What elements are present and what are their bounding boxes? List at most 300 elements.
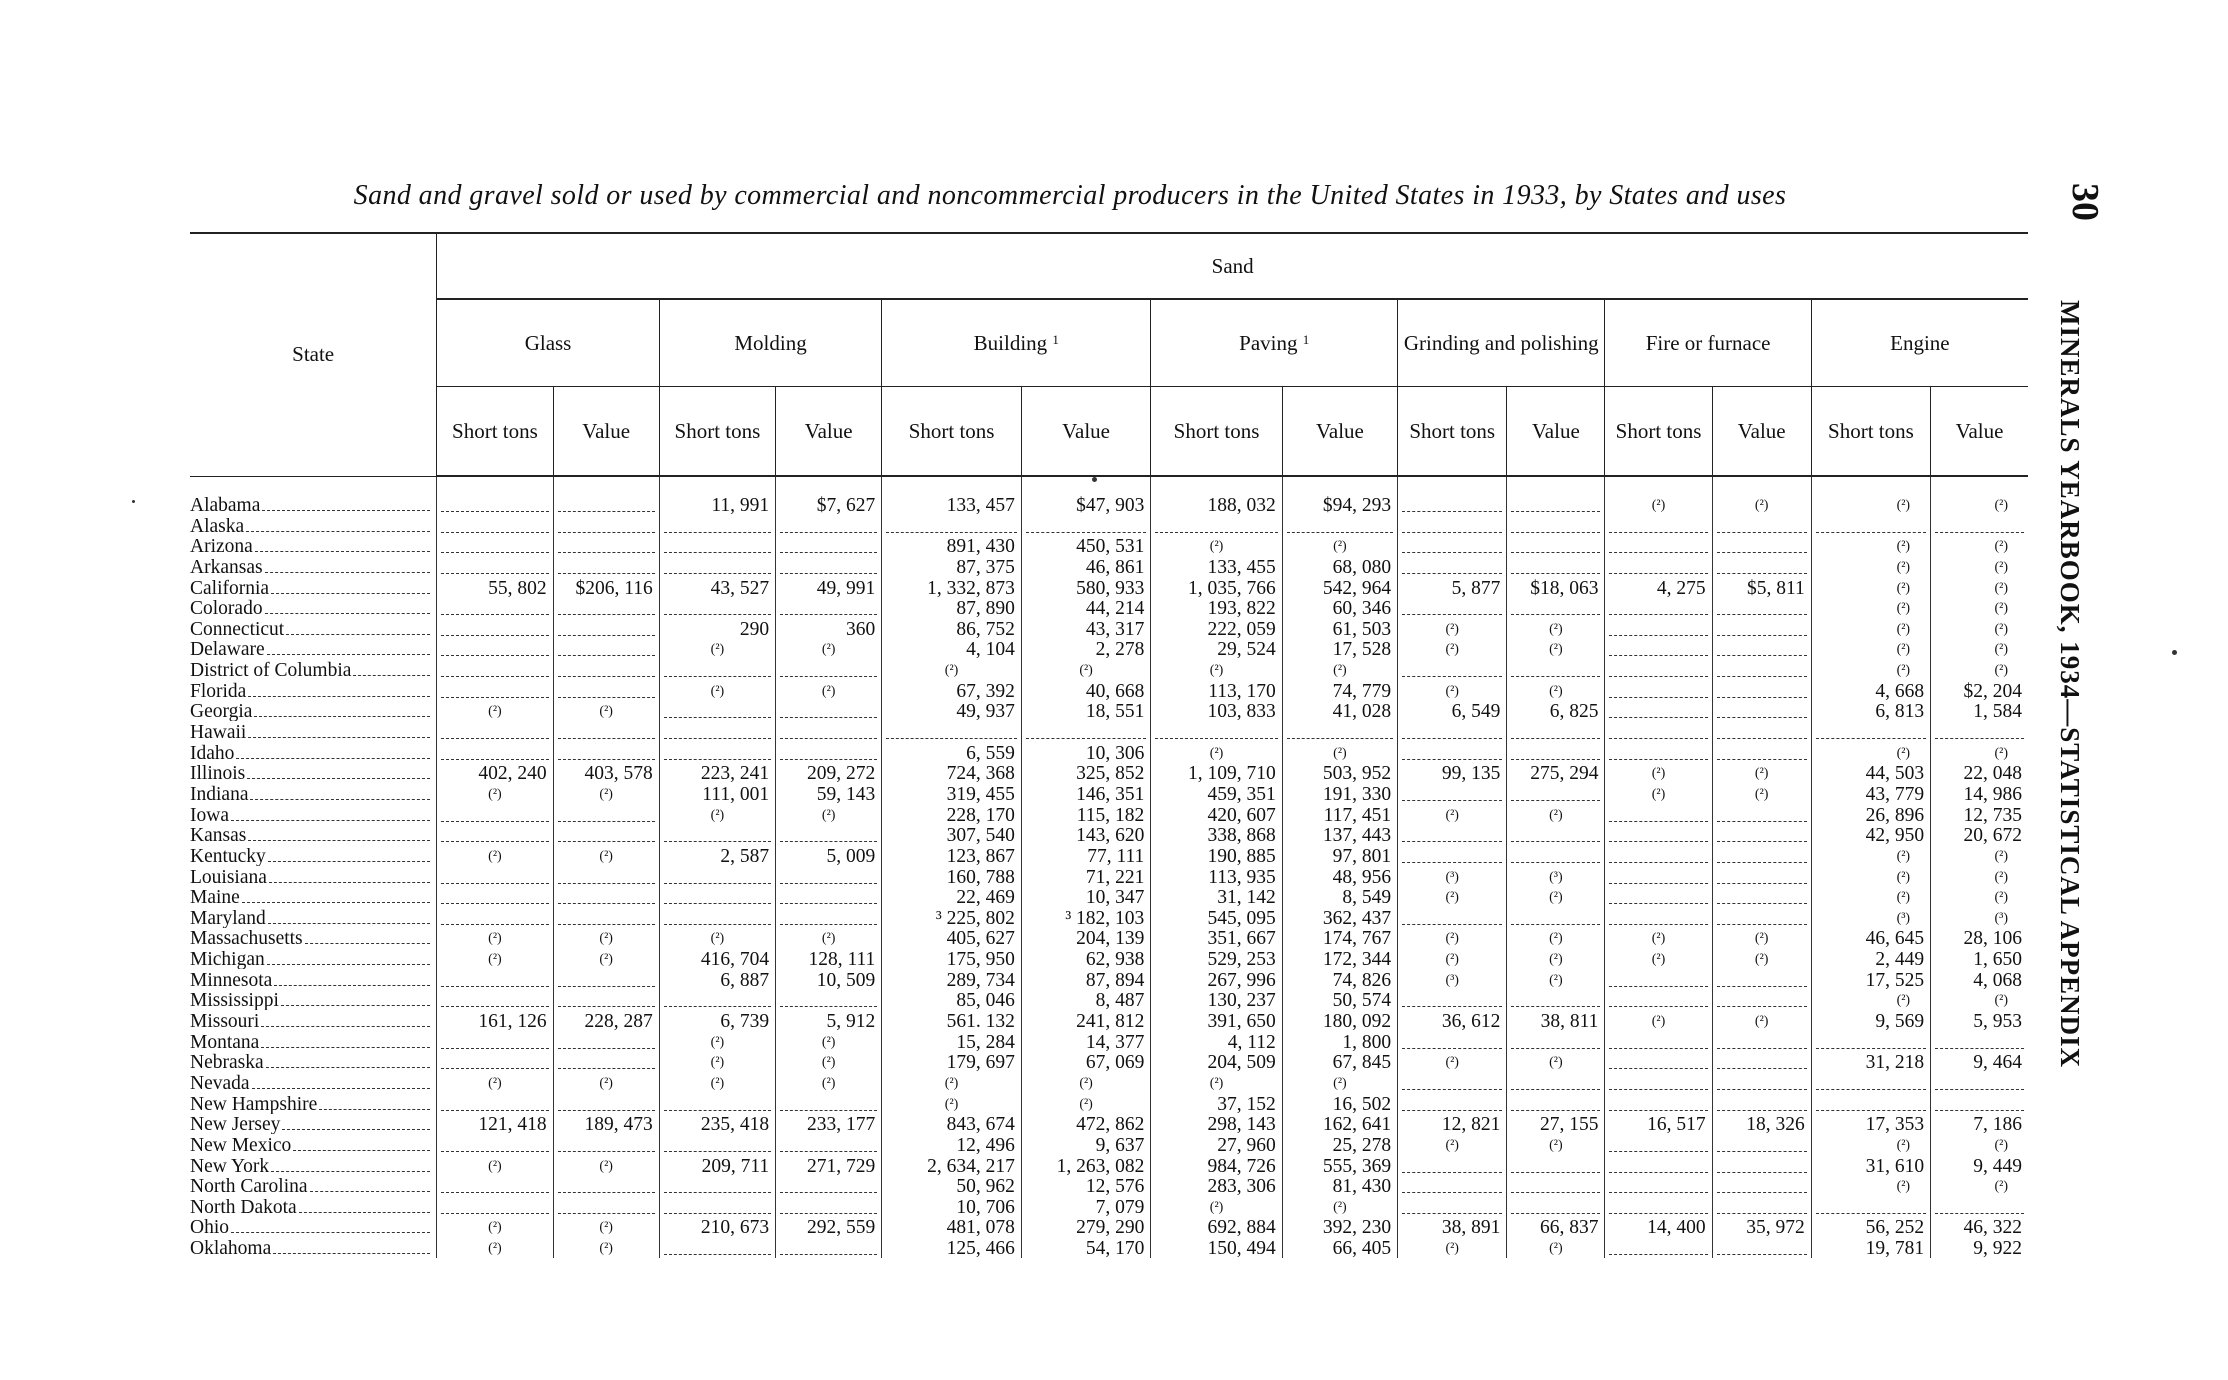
data-cell: (²) (1811, 845, 1930, 866)
data-cell: 31, 218 (1811, 1052, 1930, 1073)
data-cell (553, 866, 659, 887)
data-cell (659, 1196, 775, 1217)
data-cell: 1, 263, 082 (1021, 1155, 1150, 1176)
data-cell: 191, 330 (1282, 783, 1397, 804)
data-cell (1712, 1134, 1811, 1155)
data-cell: (²) (1931, 556, 2028, 577)
data-cell: 204, 139 (1021, 928, 1150, 949)
unit-header-row (190, 387, 2028, 477)
data-cell: 724, 368 (882, 763, 1022, 784)
page-number: 30 (2064, 183, 2106, 221)
data-cell (437, 536, 553, 557)
state-name: New Hampshire (190, 1093, 318, 1114)
data-cell (1605, 1155, 1712, 1176)
data-cell: 12, 821 (1398, 1114, 1507, 1135)
data-cell: 14, 400 (1605, 1217, 1712, 1238)
state-name: Hawaii (190, 722, 247, 743)
data-cell (1712, 1052, 1811, 1073)
data-cell (1398, 845, 1507, 866)
data-cell (659, 701, 775, 722)
data-cell: 10, 347 (1021, 887, 1150, 908)
data-cell: (²) (659, 680, 775, 701)
data-cell: 137, 443 (1282, 825, 1397, 846)
running-head: MINERALS YEARBOOK, 1934—STATISTICAL APPENDIX (2055, 300, 2085, 1069)
footnote-marker: 1 (1302, 331, 1310, 347)
data-cell: (²) (1931, 866, 2028, 887)
data-cell: 459, 351 (1151, 783, 1282, 804)
data-cell (1398, 721, 1507, 742)
state-name: Massachusetts (190, 928, 303, 949)
data-cell (659, 866, 775, 887)
data-cell: (²) (437, 701, 553, 722)
data-cell (659, 515, 775, 536)
data-cell (1605, 907, 1712, 928)
data-cell (1507, 598, 1605, 619)
data-cell: (²) (1507, 618, 1605, 639)
data-cell: 67, 069 (1021, 1052, 1150, 1073)
data-cell: 49, 991 (776, 577, 882, 598)
data-cell: 117, 451 (1282, 804, 1397, 825)
data-cell: 6, 739 (659, 1010, 775, 1031)
data-cell: 44, 503 (1811, 763, 1930, 784)
data-cell (437, 804, 553, 825)
data-cell (1507, 476, 1605, 515)
data-cell (553, 907, 659, 928)
data-cell: (²) (437, 783, 553, 804)
data-cell: (²) (1151, 1196, 1282, 1217)
state-name: Delaware (190, 639, 265, 660)
short-tons-header: Short tons (1151, 387, 1282, 477)
data-cell: 180, 092 (1282, 1010, 1397, 1031)
value-header: Value (776, 387, 882, 477)
data-cell: (²) (1398, 887, 1507, 908)
state-cell (190, 536, 437, 557)
data-cell: (²) (1398, 948, 1507, 969)
data-cell: 38, 811 (1507, 1010, 1605, 1031)
data-cell: (²) (659, 1072, 775, 1093)
data-cell: 450, 531 (1021, 536, 1150, 557)
data-cell: (²) (1931, 618, 2028, 639)
data-cell: (²) (553, 948, 659, 969)
group-header-paving (1151, 299, 1398, 387)
data-cell (1712, 845, 1811, 866)
data-cell: 87, 894 (1021, 969, 1150, 990)
data-cell (553, 598, 659, 619)
data-cell: (³) (1398, 969, 1507, 990)
data-cell (1712, 990, 1811, 1011)
data-cell: 48, 956 (1282, 866, 1397, 887)
data-cell (659, 990, 775, 1011)
data-cell (553, 804, 659, 825)
data-cell (659, 887, 775, 908)
data-cell: 133, 455 (1151, 556, 1282, 577)
data-cell: 81, 430 (1282, 1176, 1397, 1197)
data-cell: 12, 496 (882, 1134, 1022, 1155)
data-cell (1021, 515, 1150, 536)
data-cell (1712, 825, 1811, 846)
data-cell (882, 721, 1022, 742)
data-cell: (²) (1398, 1134, 1507, 1155)
data-cell: (²) (1811, 659, 1930, 680)
state-name: Connecticut (190, 618, 285, 639)
data-cell: (²) (553, 1237, 659, 1258)
data-cell: 123, 867 (882, 845, 1022, 866)
data-cell: 8, 549 (1282, 887, 1397, 908)
state-cell (190, 1176, 437, 1197)
data-cell: (²) (1811, 990, 1930, 1011)
state-cell (190, 928, 437, 949)
data-cell: (²) (553, 1072, 659, 1093)
state-cell (190, 556, 437, 577)
table-row (190, 825, 2028, 846)
data-cell (553, 515, 659, 536)
data-cell (1398, 907, 1507, 928)
data-cell: 56, 252 (1811, 1217, 1930, 1238)
table-row (190, 845, 2028, 866)
data-cell: 125, 466 (882, 1237, 1022, 1258)
data-cell (1605, 1196, 1712, 1217)
data-cell: 193, 822 (1151, 598, 1282, 619)
state-cell (190, 845, 437, 866)
data-cell: 27, 960 (1151, 1134, 1282, 1155)
state-cell (190, 990, 437, 1011)
data-cell: 15, 284 (882, 1031, 1022, 1052)
state-name: Illinois (190, 763, 246, 784)
data-cell (1282, 721, 1397, 742)
data-cell (1605, 701, 1712, 722)
data-cell: 204, 509 (1151, 1052, 1282, 1073)
data-cell: 113, 170 (1151, 680, 1282, 701)
table-row (190, 887, 2028, 908)
table-row (190, 907, 2028, 928)
table-row (190, 1114, 2028, 1135)
data-cell: 210, 673 (659, 1217, 775, 1238)
data-cell: 54, 170 (1021, 1237, 1150, 1258)
data-cell: (²) (1712, 783, 1811, 804)
group-header-molding (659, 299, 882, 387)
data-cell: (²) (437, 948, 553, 969)
data-cell: 60, 346 (1282, 598, 1397, 619)
data-cell: (²) (1712, 948, 1811, 969)
data-cell: (²) (1811, 618, 1930, 639)
data-cell (1605, 1237, 1712, 1258)
data-cell (1282, 515, 1397, 536)
state-name: North Dakota (190, 1196, 297, 1217)
data-cell: 16, 517 (1605, 1114, 1712, 1135)
data-cell (1021, 721, 1150, 742)
data-cell: 130, 237 (1151, 990, 1282, 1011)
data-cell: (²) (437, 1155, 553, 1176)
state-name: Montana (190, 1031, 260, 1052)
data-cell (776, 721, 882, 742)
state-cell (190, 1072, 437, 1093)
data-cell: 1, 332, 873 (882, 577, 1022, 598)
state-name: Florida (190, 680, 247, 701)
data-cell: 416, 704 (659, 948, 775, 969)
data-cell: 37, 152 (1151, 1093, 1282, 1114)
data-cell: 545, 095 (1151, 907, 1282, 928)
data-cell: (²) (1811, 476, 1930, 515)
data-cell (1605, 556, 1712, 577)
data-cell: (²) (1605, 476, 1712, 515)
data-cell (1507, 659, 1605, 680)
data-cell (553, 476, 659, 515)
state-name: Michigan (190, 949, 265, 970)
data-cell: (²) (1507, 928, 1605, 949)
data-cell (1507, 783, 1605, 804)
data-cell (437, 887, 553, 908)
data-cell: 22, 048 (1931, 763, 2028, 784)
state-cell (190, 639, 437, 660)
data-cell (1507, 845, 1605, 866)
state-cell (190, 598, 437, 619)
data-cell: 66, 837 (1507, 1217, 1605, 1238)
data-cell: 9, 922 (1931, 1237, 2028, 1258)
data-cell: 1, 800 (1282, 1031, 1397, 1052)
data-cell (882, 515, 1022, 536)
data-cell: 472, 862 (1021, 1114, 1150, 1135)
state-name: Idaho (190, 742, 235, 763)
data-cell (776, 536, 882, 557)
state-cell (190, 783, 437, 804)
state-name: Iowa (190, 804, 229, 825)
state-name: Kentucky (190, 845, 266, 866)
data-cell: 103, 833 (1151, 701, 1282, 722)
data-cell: 36, 612 (1398, 1010, 1507, 1031)
data-cell: 275, 294 (1507, 763, 1605, 784)
data-cell: (²) (1712, 928, 1811, 949)
data-cell: (²) (1398, 1237, 1507, 1258)
data-cell: (²) (1811, 536, 1930, 557)
data-cell (1931, 1031, 2028, 1052)
data-cell: 325, 852 (1021, 763, 1150, 784)
data-cell: 175, 950 (882, 948, 1022, 969)
table-header (190, 233, 2028, 476)
data-cell (437, 721, 553, 742)
data-cell: (²) (1605, 763, 1712, 784)
data-cell: (²) (437, 1237, 553, 1258)
data-cell (1151, 721, 1282, 742)
data-cell: (²) (1282, 536, 1397, 557)
data-cell (553, 990, 659, 1011)
state-cell (190, 680, 437, 701)
data-cell (1605, 639, 1712, 660)
data-cell: (²) (1507, 1134, 1605, 1155)
state-name: New York (190, 1155, 270, 1176)
data-cell: 67, 845 (1282, 1052, 1397, 1073)
short-tons-header: Short tons (437, 387, 553, 477)
data-cell: (²) (659, 928, 775, 949)
state-name: Arizona (190, 536, 253, 557)
data-cell (776, 598, 882, 619)
data-cell: (²) (1811, 598, 1930, 619)
short-tons-header: Short tons (1398, 387, 1507, 477)
data-cell: 2, 587 (659, 845, 775, 866)
state-cell (190, 1010, 437, 1031)
data-cell: 31, 610 (1811, 1155, 1930, 1176)
data-cell (553, 1031, 659, 1052)
data-cell: 43, 779 (1811, 783, 1930, 804)
data-cell: 4, 112 (1151, 1031, 1282, 1052)
data-cell (659, 721, 775, 742)
data-cell: (²) (1605, 783, 1712, 804)
data-cell (1398, 476, 1507, 515)
data-cell (1712, 1176, 1811, 1197)
table-body (190, 476, 2028, 1258)
data-cell: (²) (1811, 639, 1930, 660)
group-header-engine (1811, 299, 2028, 387)
data-cell (1605, 1093, 1712, 1114)
data-cell: 1, 109, 710 (1151, 763, 1282, 784)
data-cell (776, 659, 882, 680)
data-cell: 1, 650 (1931, 948, 2028, 969)
data-cell: (²) (1931, 659, 2028, 680)
data-cell: 228, 287 (553, 1010, 659, 1031)
data-cell: (²) (1931, 577, 2028, 598)
data-cell (776, 556, 882, 577)
data-cell (1605, 1052, 1712, 1073)
data-cell: (²) (553, 845, 659, 866)
value-header: Value (1021, 387, 1150, 477)
data-cell: (²) (1811, 556, 1930, 577)
state-name: Alaska (190, 515, 245, 536)
data-cell: 18, 551 (1021, 701, 1150, 722)
state-name: Oklahoma (190, 1238, 272, 1259)
data-cell (776, 1093, 882, 1114)
table-row (190, 1093, 2028, 1114)
data-cell: (²) (1605, 1010, 1712, 1031)
data-cell (659, 1134, 775, 1155)
data-cell (1398, 556, 1507, 577)
data-cell: (²) (659, 804, 775, 825)
group-header-label: Engine (1890, 330, 1950, 355)
group-header-grinding-and-polishing (1398, 299, 1605, 387)
data-cell: (²) (776, 680, 882, 701)
data-cell (553, 887, 659, 908)
state-column-header: State (190, 233, 437, 476)
data-cell: (²) (1931, 1176, 2028, 1197)
data-cell: 6, 549 (1398, 701, 1507, 722)
data-cell: (²) (1712, 476, 1811, 515)
table-row (190, 1176, 2028, 1197)
data-cell: 14, 377 (1021, 1031, 1150, 1052)
data-cell: 4, 104 (882, 639, 1022, 660)
data-cell: 4, 068 (1931, 969, 2028, 990)
data-cell (1712, 804, 1811, 825)
data-cell (659, 598, 775, 619)
data-cell: 11, 991 (659, 476, 775, 515)
data-cell: (²) (553, 1217, 659, 1238)
data-cell (1398, 825, 1507, 846)
state-name: New Mexico (190, 1134, 292, 1155)
data-cell: 4, 668 (1811, 680, 1930, 701)
data-cell: 99, 135 (1398, 763, 1507, 784)
state-name: Indiana (190, 783, 249, 804)
data-cell: 5, 953 (1931, 1010, 2028, 1031)
data-cell: (²) (1811, 1176, 1930, 1197)
data-cell: 561. 132 (882, 1010, 1022, 1031)
data-cell: 150, 494 (1151, 1237, 1282, 1258)
data-cell (1605, 680, 1712, 701)
data-cell: (³) (1811, 907, 1930, 928)
table-row (190, 659, 2028, 680)
data-cell: 2, 278 (1021, 639, 1150, 660)
data-cell (776, 1196, 882, 1217)
footnote-marker: 1 (1052, 331, 1059, 347)
value-header: Value (1712, 387, 1811, 477)
data-cell (1398, 783, 1507, 804)
state-cell (190, 763, 437, 784)
data-cell (437, 618, 553, 639)
data-cell: 298, 143 (1151, 1114, 1282, 1135)
state-cell (190, 476, 437, 515)
data-cell (1605, 1031, 1712, 1052)
data-cell: 74, 826 (1282, 969, 1397, 990)
state-name: Maryland (190, 907, 266, 928)
data-cell: 9, 449 (1931, 1155, 2028, 1176)
data-cell (553, 1176, 659, 1197)
data-cell: (²) (1712, 1010, 1811, 1031)
data-cell: (²) (659, 1052, 775, 1073)
state-name: Colorado (190, 598, 263, 619)
table-row (190, 742, 2028, 763)
data-cell: 40, 668 (1021, 680, 1150, 701)
use-group-header-row (190, 299, 2028, 387)
data-cell: (²) (1507, 948, 1605, 969)
table-row (190, 990, 2028, 1011)
data-cell (1712, 1093, 1811, 1114)
data-cell (1931, 1196, 2028, 1217)
short-tons-header: Short tons (882, 387, 1022, 477)
data-cell: 67, 392 (882, 680, 1022, 701)
group-header-label: Paving (1239, 330, 1298, 355)
data-cell (1605, 990, 1712, 1011)
data-cell: (²) (1931, 887, 2028, 908)
data-cell: 2, 449 (1811, 948, 1930, 969)
data-cell: (²) (776, 1072, 882, 1093)
data-cell: 241, 812 (1021, 1010, 1150, 1031)
data-cell: (²) (1931, 598, 2028, 619)
data-cell: 28, 106 (1931, 928, 2028, 949)
data-cell: 43, 527 (659, 577, 775, 598)
data-cell: 9, 637 (1021, 1134, 1150, 1155)
data-cell (1605, 1134, 1712, 1155)
data-cell: 162, 641 (1282, 1114, 1397, 1135)
data-cell: (²) (437, 845, 553, 866)
state-cell (190, 1114, 437, 1135)
state-name: Mississippi (190, 990, 279, 1011)
data-cell (1507, 1072, 1605, 1093)
data-cell (1811, 721, 1930, 742)
data-cell (659, 1237, 775, 1258)
table-row (190, 928, 2028, 949)
data-cell: 18, 326 (1712, 1114, 1811, 1135)
data-cell (1605, 536, 1712, 557)
data-cell: 233, 177 (776, 1114, 882, 1135)
data-cell: 25, 278 (1282, 1134, 1397, 1155)
data-cell (437, 639, 553, 660)
data-cell (553, 618, 659, 639)
data-cell: (²) (776, 1031, 882, 1052)
data-cell (1712, 1031, 1811, 1052)
state-cell (190, 1093, 437, 1114)
data-cell: (²) (1151, 742, 1282, 763)
data-cell: 62, 938 (1021, 948, 1150, 969)
state-cell (190, 701, 437, 722)
data-cell (437, 990, 553, 1011)
table-row (190, 1217, 2028, 1238)
state-name: Nebraska (190, 1052, 264, 1073)
